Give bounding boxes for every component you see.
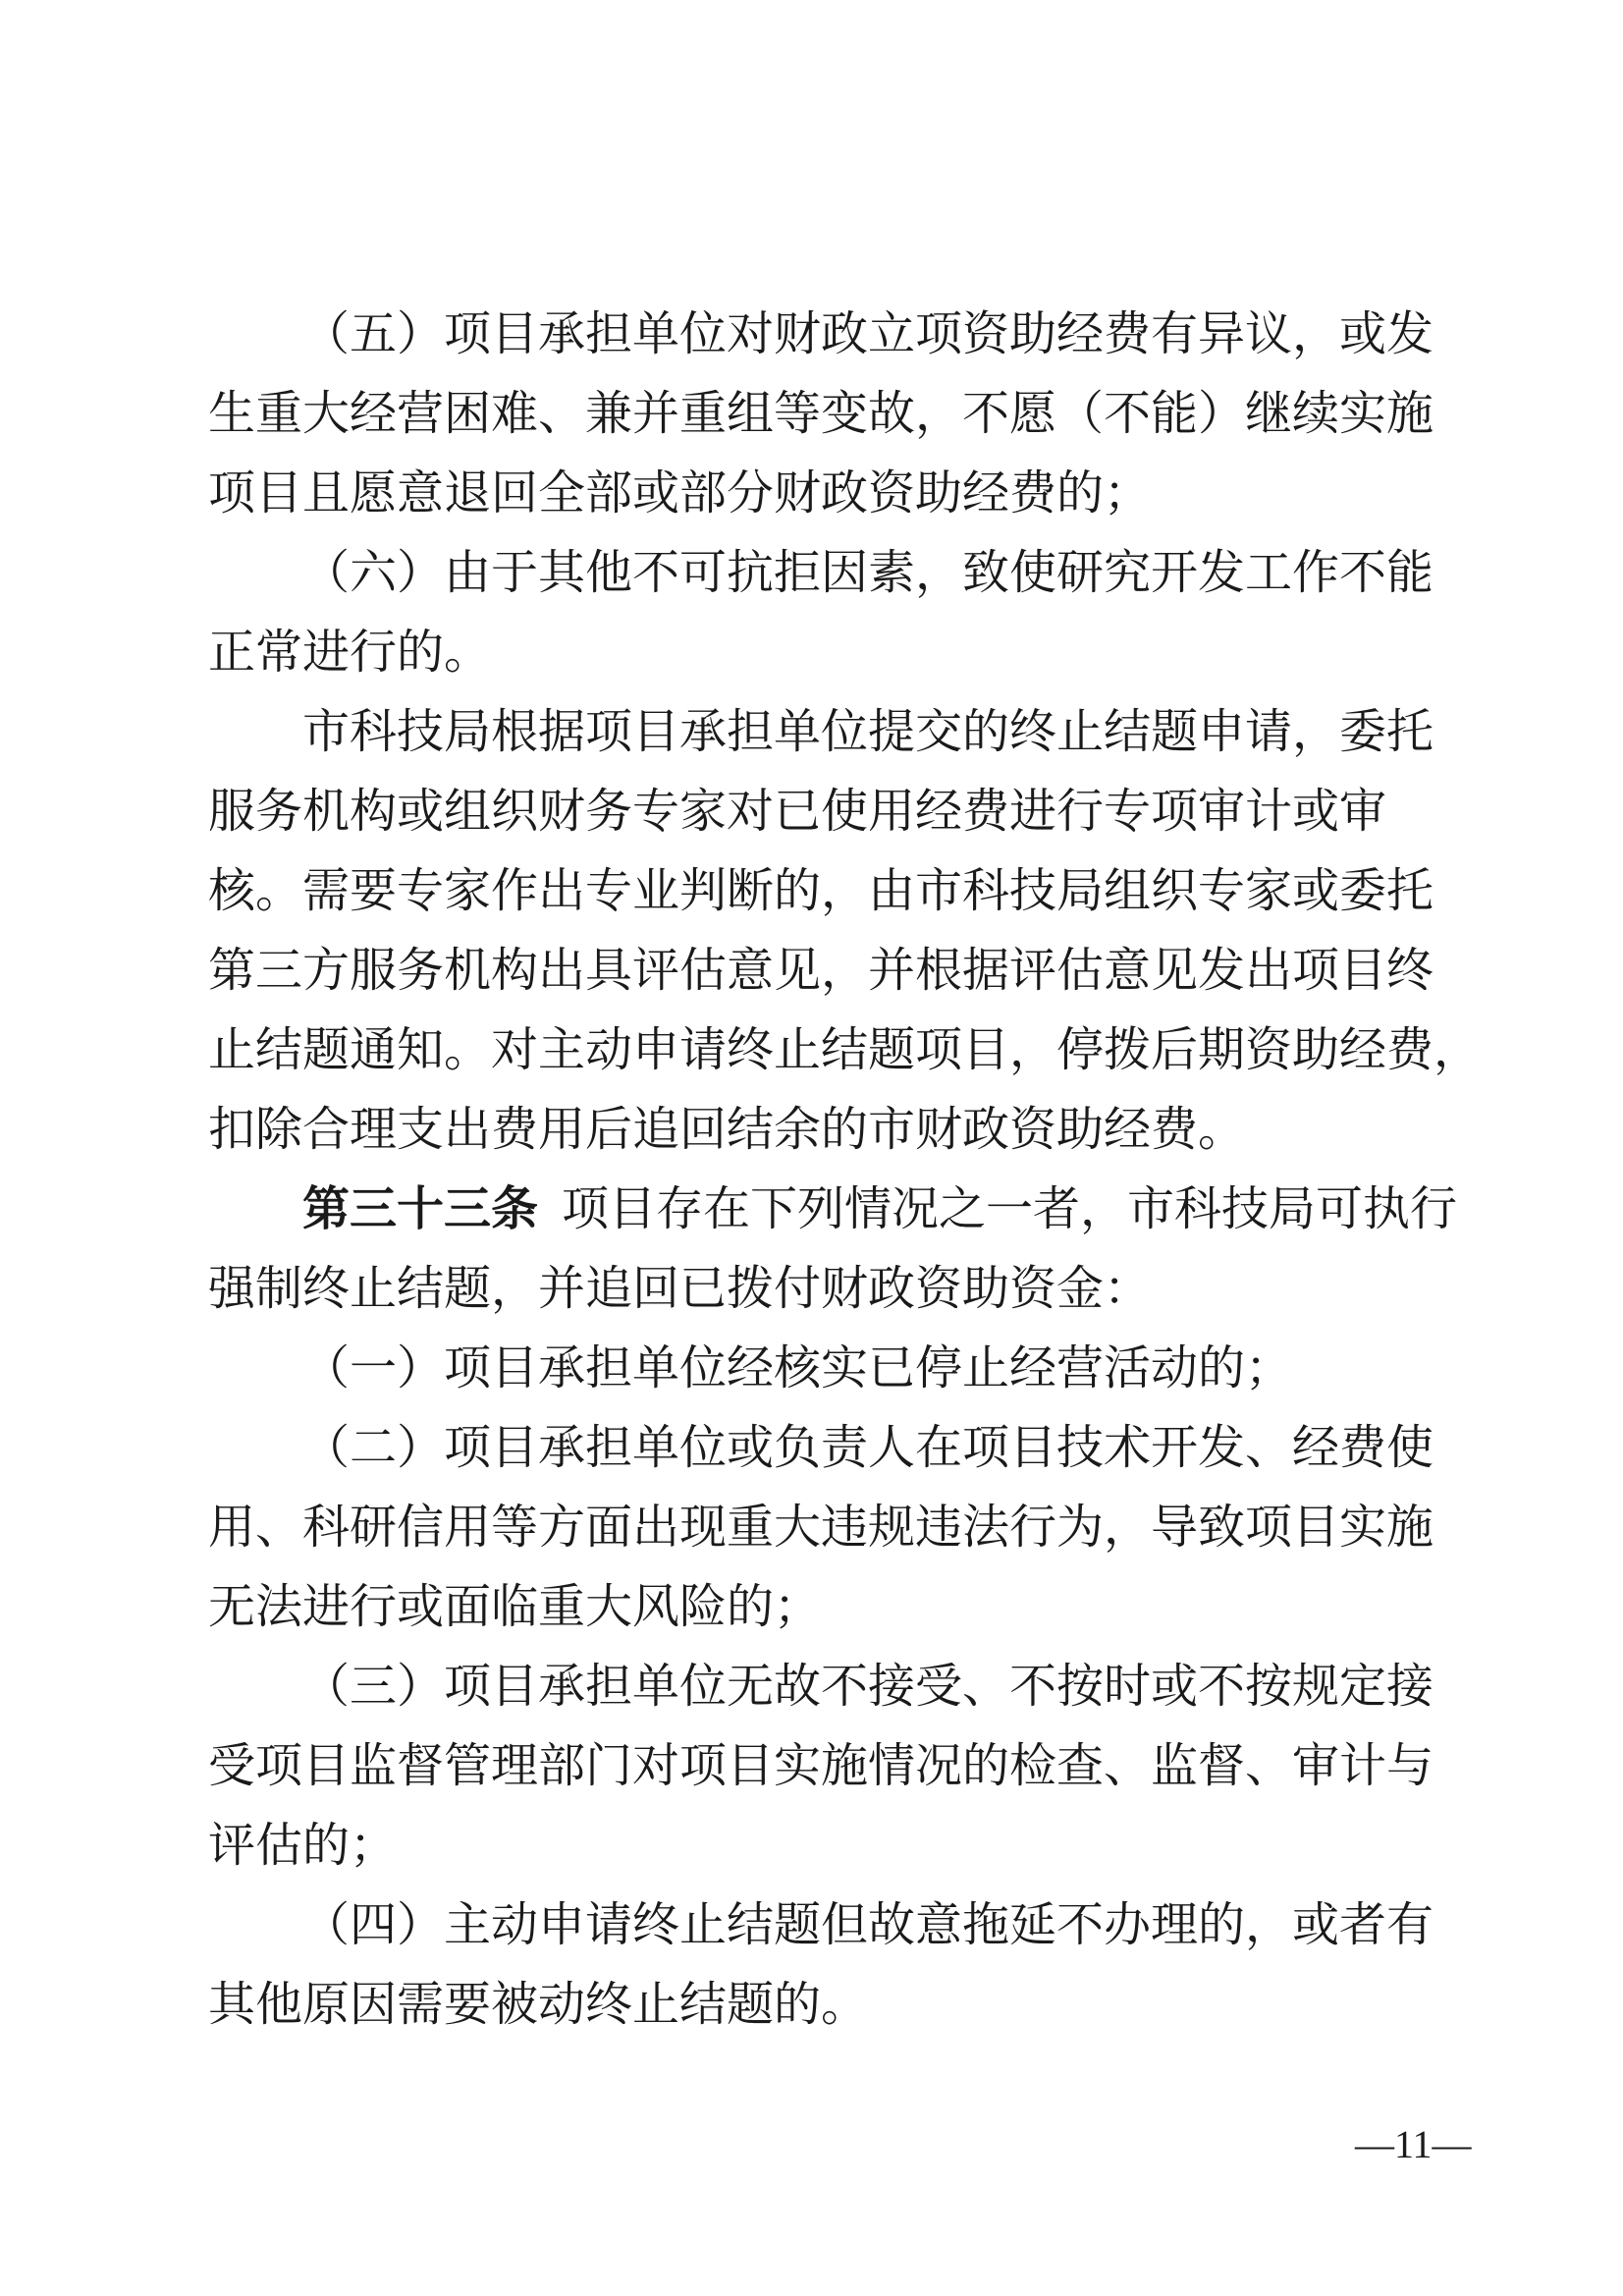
article-heading: 第三十三条 <box>302 1181 539 1236</box>
text-line: （五）项目承担单位对财政立项资助经费有异议，或发 <box>302 306 1434 361</box>
list-item: （四）主动申请终止结题但故意拖延不办理的，或者有 <box>302 1897 1434 1952</box>
text-line: 服务机构或组织财务专家对已使用经费进行专项审计或审 <box>208 784 1387 839</box>
page-number: —11— <box>1355 2122 1472 2166</box>
text-line: 止结题通知。对主动申请终止结题项目，停拨后期资助经费， <box>208 1022 1482 1077</box>
text-line: 市科技局根据项目承担单位提交的终止结题申请，委托 <box>302 704 1434 759</box>
text-line: 评估的； <box>208 1818 398 1873</box>
article-33-line <box>208 1170 1458 1249</box>
text-line: 用、科研信用等方面出现重大违规违法行为，导致项目实施 <box>208 1500 1434 1555</box>
text-line: （六）由于其他不可抗拒因素，致使研究开发工作不能 <box>302 545 1434 600</box>
document-body <box>208 295 1482 2045</box>
text-line: 无法进行或面临重大风险的； <box>208 1579 822 1634</box>
text-line: 强制终止结题，并追回已拨付财政资助资金： <box>208 1261 1152 1316</box>
list-item: （一）项目承担单位经核实已停止经营活动的； <box>302 1340 1293 1395</box>
text-line: 其他原因需要被动终止结题的。 <box>208 1977 869 2032</box>
article-text: 项目存在下列情况之一者，市科技局可执行 <box>562 1181 1458 1236</box>
text-line: 第三方服务机构出具评估意见，并根据评估意见发出项目终 <box>208 943 1434 998</box>
text-line: 生重大经营困难、兼并重组等变故，不愿（不能）继续实施 <box>208 386 1434 441</box>
text-line: 受项目监督管理部门对项目实施情况的检查、监督、审计与 <box>208 1738 1434 1793</box>
text-line: 核。需要专家作出专业判断的，由市科技局组织专家或委托 <box>208 863 1434 918</box>
article-text <box>538 1181 562 1236</box>
text-line: 项目且愿意退回全部或部分财政资助经费的； <box>208 465 1152 520</box>
list-item: （二）项目承担单位或负责人在项目技术开发、经费使 <box>302 1420 1434 1475</box>
list-item: （三）项目承担单位无故不接受、不按时或不按规定接 <box>302 1659 1434 1714</box>
text-line: 扣除合理支出费用后追回结余的市财政资助经费。 <box>208 1102 1246 1157</box>
text-line: 正常进行的。 <box>208 625 492 680</box>
